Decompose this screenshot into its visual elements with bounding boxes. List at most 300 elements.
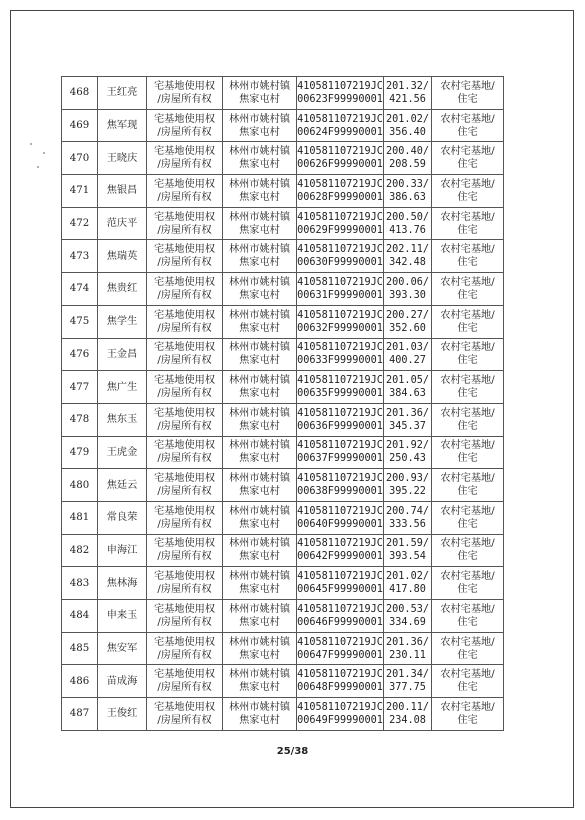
owner-name: 王红亮: [98, 77, 147, 110]
land-use-line-2: 住宅: [457, 224, 478, 236]
right-type-line-2: /房屋所有权: [157, 159, 212, 171]
table-row: [62, 338, 504, 371]
right-type-line-2: /房屋所有权: [157, 388, 212, 400]
location-line-2: 焦家屯村: [239, 159, 280, 171]
land-use: [432, 600, 504, 633]
right-type: [147, 436, 223, 469]
row-number: 476: [62, 338, 98, 371]
right-type: [147, 338, 223, 371]
unit-code-line-2: 00640F99990001: [297, 518, 383, 530]
unit-code-line-1: 410581107219JC: [297, 407, 383, 419]
land-use: [432, 436, 504, 469]
location-line-2: 焦家屯村: [239, 682, 280, 694]
land-use: [432, 632, 504, 665]
right-type-line-2: /房屋所有权: [157, 551, 212, 563]
area: [384, 240, 432, 273]
scan-speck: [37, 166, 39, 168]
row-number: 480: [62, 469, 98, 502]
location: [223, 338, 297, 371]
right-type-line-1: 宅基地使用权: [153, 211, 216, 223]
table-row: [62, 403, 504, 436]
area-line-2: 393.54: [389, 551, 426, 563]
land-use-line-1: 农村宅基地/: [440, 571, 495, 583]
row-number: 479: [62, 436, 98, 469]
right-type-line-1: 宅基地使用权: [153, 309, 216, 321]
area-line-2: 356.40: [389, 126, 426, 138]
land-use-line-2: 住宅: [457, 289, 478, 301]
unit-code-line-1: 410581107219JC: [297, 80, 383, 92]
unit-code: [297, 534, 384, 567]
scan-speck: [43, 152, 45, 154]
table-row: [62, 175, 504, 208]
unit-code-line-1: 410581107219JC: [297, 244, 383, 256]
unit-code-line-1: 410581107219JC: [297, 113, 383, 125]
area: [384, 371, 432, 404]
right-type: [147, 240, 223, 273]
table-row: [62, 109, 504, 142]
unit-code-line-2: 00635F99990001: [297, 388, 383, 400]
location-line-2: 焦家屯村: [239, 551, 280, 563]
area: [384, 207, 432, 240]
right-type: [147, 698, 223, 731]
land-use-line-2: 住宅: [457, 355, 478, 367]
land-use-line-1: 农村宅基地/: [440, 244, 495, 256]
area: [384, 142, 432, 175]
row-number: 469: [62, 109, 98, 142]
land-use-line-2: 住宅: [457, 93, 478, 105]
location-line-2: 焦家屯村: [239, 93, 280, 105]
unit-code-line-1: 410581107219JC: [297, 440, 383, 452]
location-line-1: 林州市姚村镇: [228, 178, 291, 190]
land-use-line-1: 农村宅基地/: [440, 80, 495, 92]
right-type-line-1: 宅基地使用权: [153, 571, 216, 583]
unit-code-line-1: 410581107219JC: [297, 276, 383, 288]
row-number: 474: [62, 273, 98, 306]
location-line-1: 林州市姚村镇: [228, 211, 291, 223]
owner-name: 王金昌: [98, 338, 147, 371]
area-line-1: 201.32/: [386, 80, 429, 92]
area-line-2: 234.08: [389, 714, 426, 726]
unit-code: [297, 338, 384, 371]
owner-name: 焦东玉: [98, 403, 147, 436]
location-line-2: 焦家屯村: [239, 714, 280, 726]
area-line-1: 201.34/: [386, 669, 429, 681]
area-line-1: 200.50/: [386, 211, 429, 223]
owner-name: 申海江: [98, 534, 147, 567]
table-row: [62, 534, 504, 567]
unit-code-line-2: 00626F99990001: [297, 159, 383, 171]
owner-name: 焦林海: [98, 567, 147, 600]
right-type: [147, 469, 223, 502]
unit-code-line-1: 410581107219JC: [297, 571, 383, 583]
unit-code: [297, 371, 384, 404]
area-line-2: 334.69: [389, 616, 426, 628]
area-line-2: 386.63: [389, 191, 426, 203]
land-use-line-2: 住宅: [457, 420, 478, 432]
area-line-2: 393.30: [389, 289, 426, 301]
right-type-line-2: /房屋所有权: [157, 616, 212, 628]
location-line-1: 林州市姚村镇: [228, 473, 291, 485]
location-line-2: 焦家屯村: [239, 126, 280, 138]
right-type: [147, 273, 223, 306]
right-type-line-2: /房屋所有权: [157, 584, 212, 596]
unit-code-line-1: 410581107219JC: [297, 178, 383, 190]
unit-code-line-1: 410581107219JC: [297, 146, 383, 158]
land-use: [432, 501, 504, 534]
area: [384, 109, 432, 142]
right-type-line-2: /房屋所有权: [157, 126, 212, 138]
row-number: 468: [62, 77, 98, 110]
table-row: [62, 273, 504, 306]
land-use-line-1: 农村宅基地/: [440, 505, 495, 517]
table-row: [62, 567, 504, 600]
land-use: [432, 534, 504, 567]
location: [223, 175, 297, 208]
owner-name: 焦贵红: [98, 273, 147, 306]
area: [384, 567, 432, 600]
row-number: 483: [62, 567, 98, 600]
area-line-2: 377.75: [389, 682, 426, 694]
unit-code-line-2: 00648F99990001: [297, 682, 383, 694]
owner-name: 焦瑞英: [98, 240, 147, 273]
area: [384, 600, 432, 633]
right-type: [147, 142, 223, 175]
land-use-line-2: 住宅: [457, 714, 478, 726]
location-line-1: 林州市姚村镇: [228, 440, 291, 452]
owner-name: 苗成海: [98, 665, 147, 698]
right-type: [147, 403, 223, 436]
right-type-line-2: /房屋所有权: [157, 714, 212, 726]
owner-name: 王虎金: [98, 436, 147, 469]
right-type-line-1: 宅基地使用权: [153, 538, 216, 550]
land-use-line-1: 农村宅基地/: [440, 375, 495, 387]
right-type-line-2: /房屋所有权: [157, 453, 212, 465]
location-line-2: 焦家屯村: [239, 584, 280, 596]
land-use-line-1: 农村宅基地/: [440, 669, 495, 681]
table-row: [62, 77, 504, 110]
row-number: 472: [62, 207, 98, 240]
right-type-line-1: 宅基地使用权: [153, 505, 216, 517]
land-use-line-1: 农村宅基地/: [440, 276, 495, 288]
unit-code: [297, 175, 384, 208]
unit-code-line-2: 00623F99990001: [297, 93, 383, 105]
area-line-1: 200.33/: [386, 178, 429, 190]
right-type-line-2: /房屋所有权: [157, 649, 212, 661]
unit-code-line-2: 00637F99990001: [297, 453, 383, 465]
location-line-1: 林州市姚村镇: [228, 407, 291, 419]
land-use-line-2: 住宅: [457, 257, 478, 269]
area: [384, 175, 432, 208]
right-type-line-1: 宅基地使用权: [153, 669, 216, 681]
land-use-line-1: 农村宅基地/: [440, 113, 495, 125]
location-line-1: 林州市姚村镇: [228, 571, 291, 583]
owner-name: 焦军现: [98, 109, 147, 142]
right-type-line-1: 宅基地使用权: [153, 636, 216, 648]
area-line-1: 202.11/: [386, 244, 429, 256]
area-line-2: 250.43: [389, 453, 426, 465]
table-row: [62, 665, 504, 698]
row-number: 475: [62, 305, 98, 338]
right-type: [147, 77, 223, 110]
location-line-2: 焦家屯村: [239, 649, 280, 661]
area: [384, 501, 432, 534]
unit-code-line-1: 410581107219JC: [297, 309, 383, 321]
area-line-1: 200.93/: [386, 473, 429, 485]
records-table: [61, 76, 504, 731]
land-use-line-1: 农村宅基地/: [440, 701, 495, 713]
unit-code-line-1: 410581107219JC: [297, 669, 383, 681]
area-line-1: 200.27/: [386, 309, 429, 321]
row-number: 482: [62, 534, 98, 567]
location: [223, 632, 297, 665]
land-use-line-1: 农村宅基地/: [440, 211, 495, 223]
right-type-line-1: 宅基地使用权: [153, 113, 216, 125]
right-type-line-1: 宅基地使用权: [153, 276, 216, 288]
unit-code-line-2: 00647F99990001: [297, 649, 383, 661]
row-number: 485: [62, 632, 98, 665]
right-type-line-2: /房屋所有权: [157, 518, 212, 530]
unit-code-line-1: 410581107219JC: [297, 701, 383, 713]
unit-code: [297, 665, 384, 698]
unit-code: [297, 436, 384, 469]
area: [384, 305, 432, 338]
location-line-1: 林州市姚村镇: [228, 244, 291, 256]
location: [223, 77, 297, 110]
owner-name: 焦银昌: [98, 175, 147, 208]
land-use-line-2: 住宅: [457, 649, 478, 661]
land-use: [432, 142, 504, 175]
land-use-line-2: 住宅: [457, 682, 478, 694]
owner-name: 焦学生: [98, 305, 147, 338]
land-use: [432, 77, 504, 110]
right-type-line-1: 宅基地使用权: [153, 178, 216, 190]
location-line-1: 林州市姚村镇: [228, 538, 291, 550]
location-line-2: 焦家屯村: [239, 453, 280, 465]
land-use: [432, 109, 504, 142]
location-line-1: 林州市姚村镇: [228, 669, 291, 681]
area-line-2: 417.80: [389, 584, 426, 596]
location-line-2: 焦家屯村: [239, 420, 280, 432]
land-use: [432, 665, 504, 698]
land-use-line-2: 住宅: [457, 616, 478, 628]
unit-code: [297, 109, 384, 142]
area: [384, 632, 432, 665]
unit-code-line-1: 410581107219JC: [297, 505, 383, 517]
owner-name: 焦广生: [98, 371, 147, 404]
land-use-line-2: 住宅: [457, 551, 478, 563]
right-type-line-2: /房屋所有权: [157, 682, 212, 694]
land-use-line-1: 农村宅基地/: [440, 342, 495, 354]
right-type: [147, 665, 223, 698]
table-row: [62, 698, 504, 731]
unit-code: [297, 403, 384, 436]
area-line-1: 201.02/: [386, 113, 429, 125]
location-line-2: 焦家屯村: [239, 616, 280, 628]
table-row: [62, 305, 504, 338]
unit-code-line-2: 00633F99990001: [297, 355, 383, 367]
area-line-2: 384.63: [389, 388, 426, 400]
location: [223, 142, 297, 175]
location: [223, 305, 297, 338]
area-line-2: 421.56: [389, 93, 426, 105]
row-number: 486: [62, 665, 98, 698]
area-line-2: 413.76: [389, 224, 426, 236]
unit-code-line-2: 00624F99990001: [297, 126, 383, 138]
location: [223, 469, 297, 502]
area-line-2: 230.11: [389, 649, 426, 661]
scan-speck: [30, 143, 32, 145]
right-type-line-2: /房屋所有权: [157, 322, 212, 334]
right-type: [147, 207, 223, 240]
unit-code: [297, 632, 384, 665]
area-line-1: 201.05/: [386, 375, 429, 387]
land-use-line-2: 住宅: [457, 159, 478, 171]
location: [223, 436, 297, 469]
row-number: 487: [62, 698, 98, 731]
location: [223, 371, 297, 404]
row-number: 470: [62, 142, 98, 175]
owner-name: 申来玉: [98, 600, 147, 633]
area: [384, 469, 432, 502]
land-use-line-2: 住宅: [457, 322, 478, 334]
area-line-1: 200.40/: [386, 146, 429, 158]
row-number: 471: [62, 175, 98, 208]
land-use-line-2: 住宅: [457, 126, 478, 138]
land-use-line-2: 住宅: [457, 453, 478, 465]
row-number: 473: [62, 240, 98, 273]
right-type: [147, 534, 223, 567]
unit-code: [297, 567, 384, 600]
land-use-line-1: 农村宅基地/: [440, 407, 495, 419]
right-type: [147, 632, 223, 665]
unit-code-line-1: 410581107219JC: [297, 538, 383, 550]
area: [384, 273, 432, 306]
area-line-1: 201.36/: [386, 636, 429, 648]
area-line-2: 395.22: [389, 486, 426, 498]
location-line-1: 林州市姚村镇: [228, 636, 291, 648]
right-type-line-1: 宅基地使用权: [153, 440, 216, 452]
right-type-line-1: 宅基地使用权: [153, 407, 216, 419]
land-use-line-2: 住宅: [457, 584, 478, 596]
table-row: [62, 632, 504, 665]
location-line-1: 林州市姚村镇: [228, 342, 291, 354]
location: [223, 698, 297, 731]
land-use-line-2: 住宅: [457, 486, 478, 498]
unit-code-line-1: 410581107219JC: [297, 603, 383, 615]
land-use-line-1: 农村宅基地/: [440, 538, 495, 550]
table-row: [62, 240, 504, 273]
owner-name: 焦安军: [98, 632, 147, 665]
land-use-line-1: 农村宅基地/: [440, 473, 495, 485]
area-line-1: 200.11/: [386, 701, 429, 713]
row-number: 481: [62, 501, 98, 534]
land-use: [432, 567, 504, 600]
location: [223, 207, 297, 240]
land-use-line-1: 农村宅基地/: [440, 309, 495, 321]
row-number: 478: [62, 403, 98, 436]
right-type: [147, 305, 223, 338]
land-use: [432, 305, 504, 338]
table-row: [62, 371, 504, 404]
right-type-line-1: 宅基地使用权: [153, 342, 216, 354]
table-row: [62, 207, 504, 240]
unit-code: [297, 501, 384, 534]
right-type-line-2: /房屋所有权: [157, 93, 212, 105]
land-use: [432, 273, 504, 306]
location: [223, 600, 297, 633]
right-type-line-2: /房屋所有权: [157, 355, 212, 367]
location-line-2: 焦家屯村: [239, 289, 280, 301]
location-line-1: 林州市姚村镇: [228, 113, 291, 125]
right-type: [147, 567, 223, 600]
right-type-line-1: 宅基地使用权: [153, 473, 216, 485]
location-line-1: 林州市姚村镇: [228, 603, 291, 615]
area-line-2: 333.56: [389, 518, 426, 530]
area-line-1: 201.36/: [386, 407, 429, 419]
right-type: [147, 600, 223, 633]
area: [384, 698, 432, 731]
location-line-2: 焦家屯村: [239, 224, 280, 236]
right-type-line-2: /房屋所有权: [157, 420, 212, 432]
owner-name: 范庆平: [98, 207, 147, 240]
row-number: 484: [62, 600, 98, 633]
location-line-1: 林州市姚村镇: [228, 375, 291, 387]
unit-code: [297, 77, 384, 110]
location-line-2: 焦家屯村: [239, 388, 280, 400]
unit-code-line-2: 00631F99990001: [297, 289, 383, 301]
location: [223, 534, 297, 567]
unit-code: [297, 305, 384, 338]
location-line-2: 焦家屯村: [239, 355, 280, 367]
owner-name: 焦廷云: [98, 469, 147, 502]
land-use-line-1: 农村宅基地/: [440, 146, 495, 158]
location-line-1: 林州市姚村镇: [228, 80, 291, 92]
land-use: [432, 207, 504, 240]
land-use-line-1: 农村宅基地/: [440, 636, 495, 648]
owner-name: 常良荣: [98, 501, 147, 534]
area-line-1: 200.53/: [386, 603, 429, 615]
unit-code: [297, 469, 384, 502]
area-line-1: 201.59/: [386, 538, 429, 550]
unit-code-line-1: 410581107219JC: [297, 636, 383, 648]
right-type-line-2: /房屋所有权: [157, 224, 212, 236]
unit-code: [297, 240, 384, 273]
location-line-2: 焦家屯村: [239, 257, 280, 269]
land-use-line-2: 住宅: [457, 518, 478, 530]
right-type-line-2: /房屋所有权: [157, 486, 212, 498]
right-type-line-2: /房屋所有权: [157, 257, 212, 269]
location: [223, 501, 297, 534]
area: [384, 77, 432, 110]
land-use: [432, 338, 504, 371]
unit-code: [297, 273, 384, 306]
unit-code-line-2: 00642F99990001: [297, 551, 383, 563]
owner-name: 王晓庆: [98, 142, 147, 175]
location: [223, 240, 297, 273]
land-use-line-1: 农村宅基地/: [440, 440, 495, 452]
unit-code-line-2: 00636F99990001: [297, 420, 383, 432]
land-use: [432, 469, 504, 502]
unit-code: [297, 142, 384, 175]
area: [384, 436, 432, 469]
unit-code-line-2: 00629F99990001: [297, 224, 383, 236]
table-row: [62, 142, 504, 175]
right-type-line-2: /房屋所有权: [157, 191, 212, 203]
right-type-line-1: 宅基地使用权: [153, 375, 216, 387]
area: [384, 534, 432, 567]
page-number: 25/38: [276, 746, 309, 757]
right-type: [147, 175, 223, 208]
